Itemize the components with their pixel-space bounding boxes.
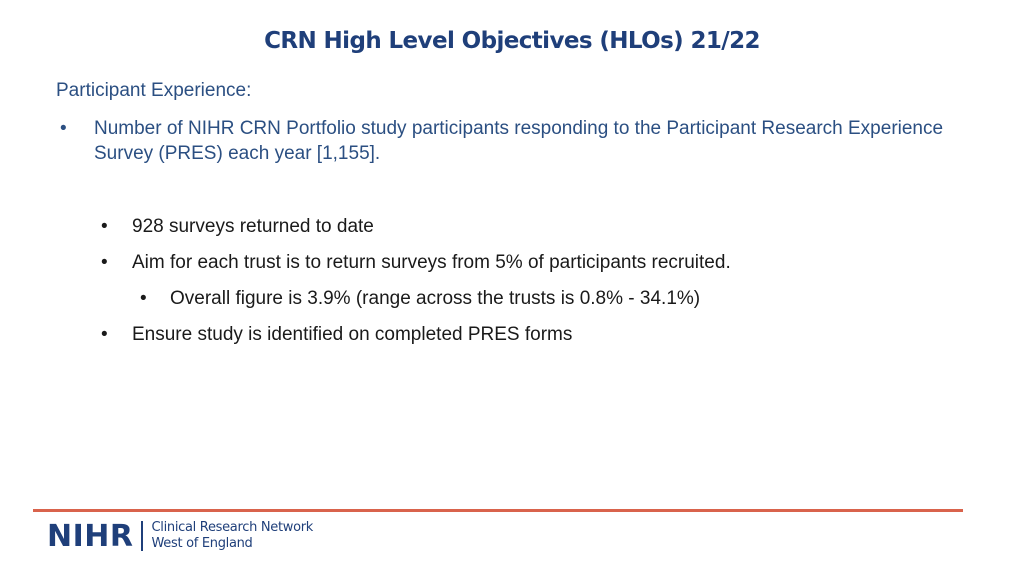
slide-title: CRN High Level Objectives (HLOs) 21/22 (264, 28, 760, 54)
bullet-main (60, 116, 960, 166)
bullet-overall-figure-text: Overall figure is 3.9% (range across the trusts is 0.8% - 34.1%) (170, 288, 701, 309)
logo-line-network: Clinical Research Network (151, 520, 314, 535)
bullet-surveys-returned-text: 928 surveys returned to date (132, 216, 374, 237)
bullet-main-text: Number of NIHR CRN Portfolio study participants responding to the Participant Research Experience Survey (PRES) each year [1,155]. (94, 118, 944, 164)
bullet-marker: • (101, 324, 108, 345)
bullet-ensure (101, 322, 921, 347)
bullet-marker: • (101, 252, 108, 273)
bullet-aim (101, 250, 921, 275)
bullet-surveys-returned (101, 214, 921, 239)
bullet-aim-text: Aim for each trust is to return surveys from 5% of participants recruited. (132, 252, 731, 273)
bullet-marker: • (101, 216, 108, 237)
bullet-marker: • (140, 288, 147, 309)
bullet-marker: • (60, 118, 67, 139)
bullet-ensure-text: Ensure study is identified on completed PRES forms (132, 324, 573, 345)
logo-line-region: West of England (151, 536, 253, 551)
logo-mark: NIHR (47, 518, 134, 554)
bullet-overall-figure (140, 286, 900, 311)
section-heading: Participant Experience: (56, 80, 252, 101)
nihr-logo (47, 518, 313, 554)
logo-separator (141, 521, 143, 551)
footer-rule (33, 509, 963, 512)
logo-text (151, 520, 313, 552)
